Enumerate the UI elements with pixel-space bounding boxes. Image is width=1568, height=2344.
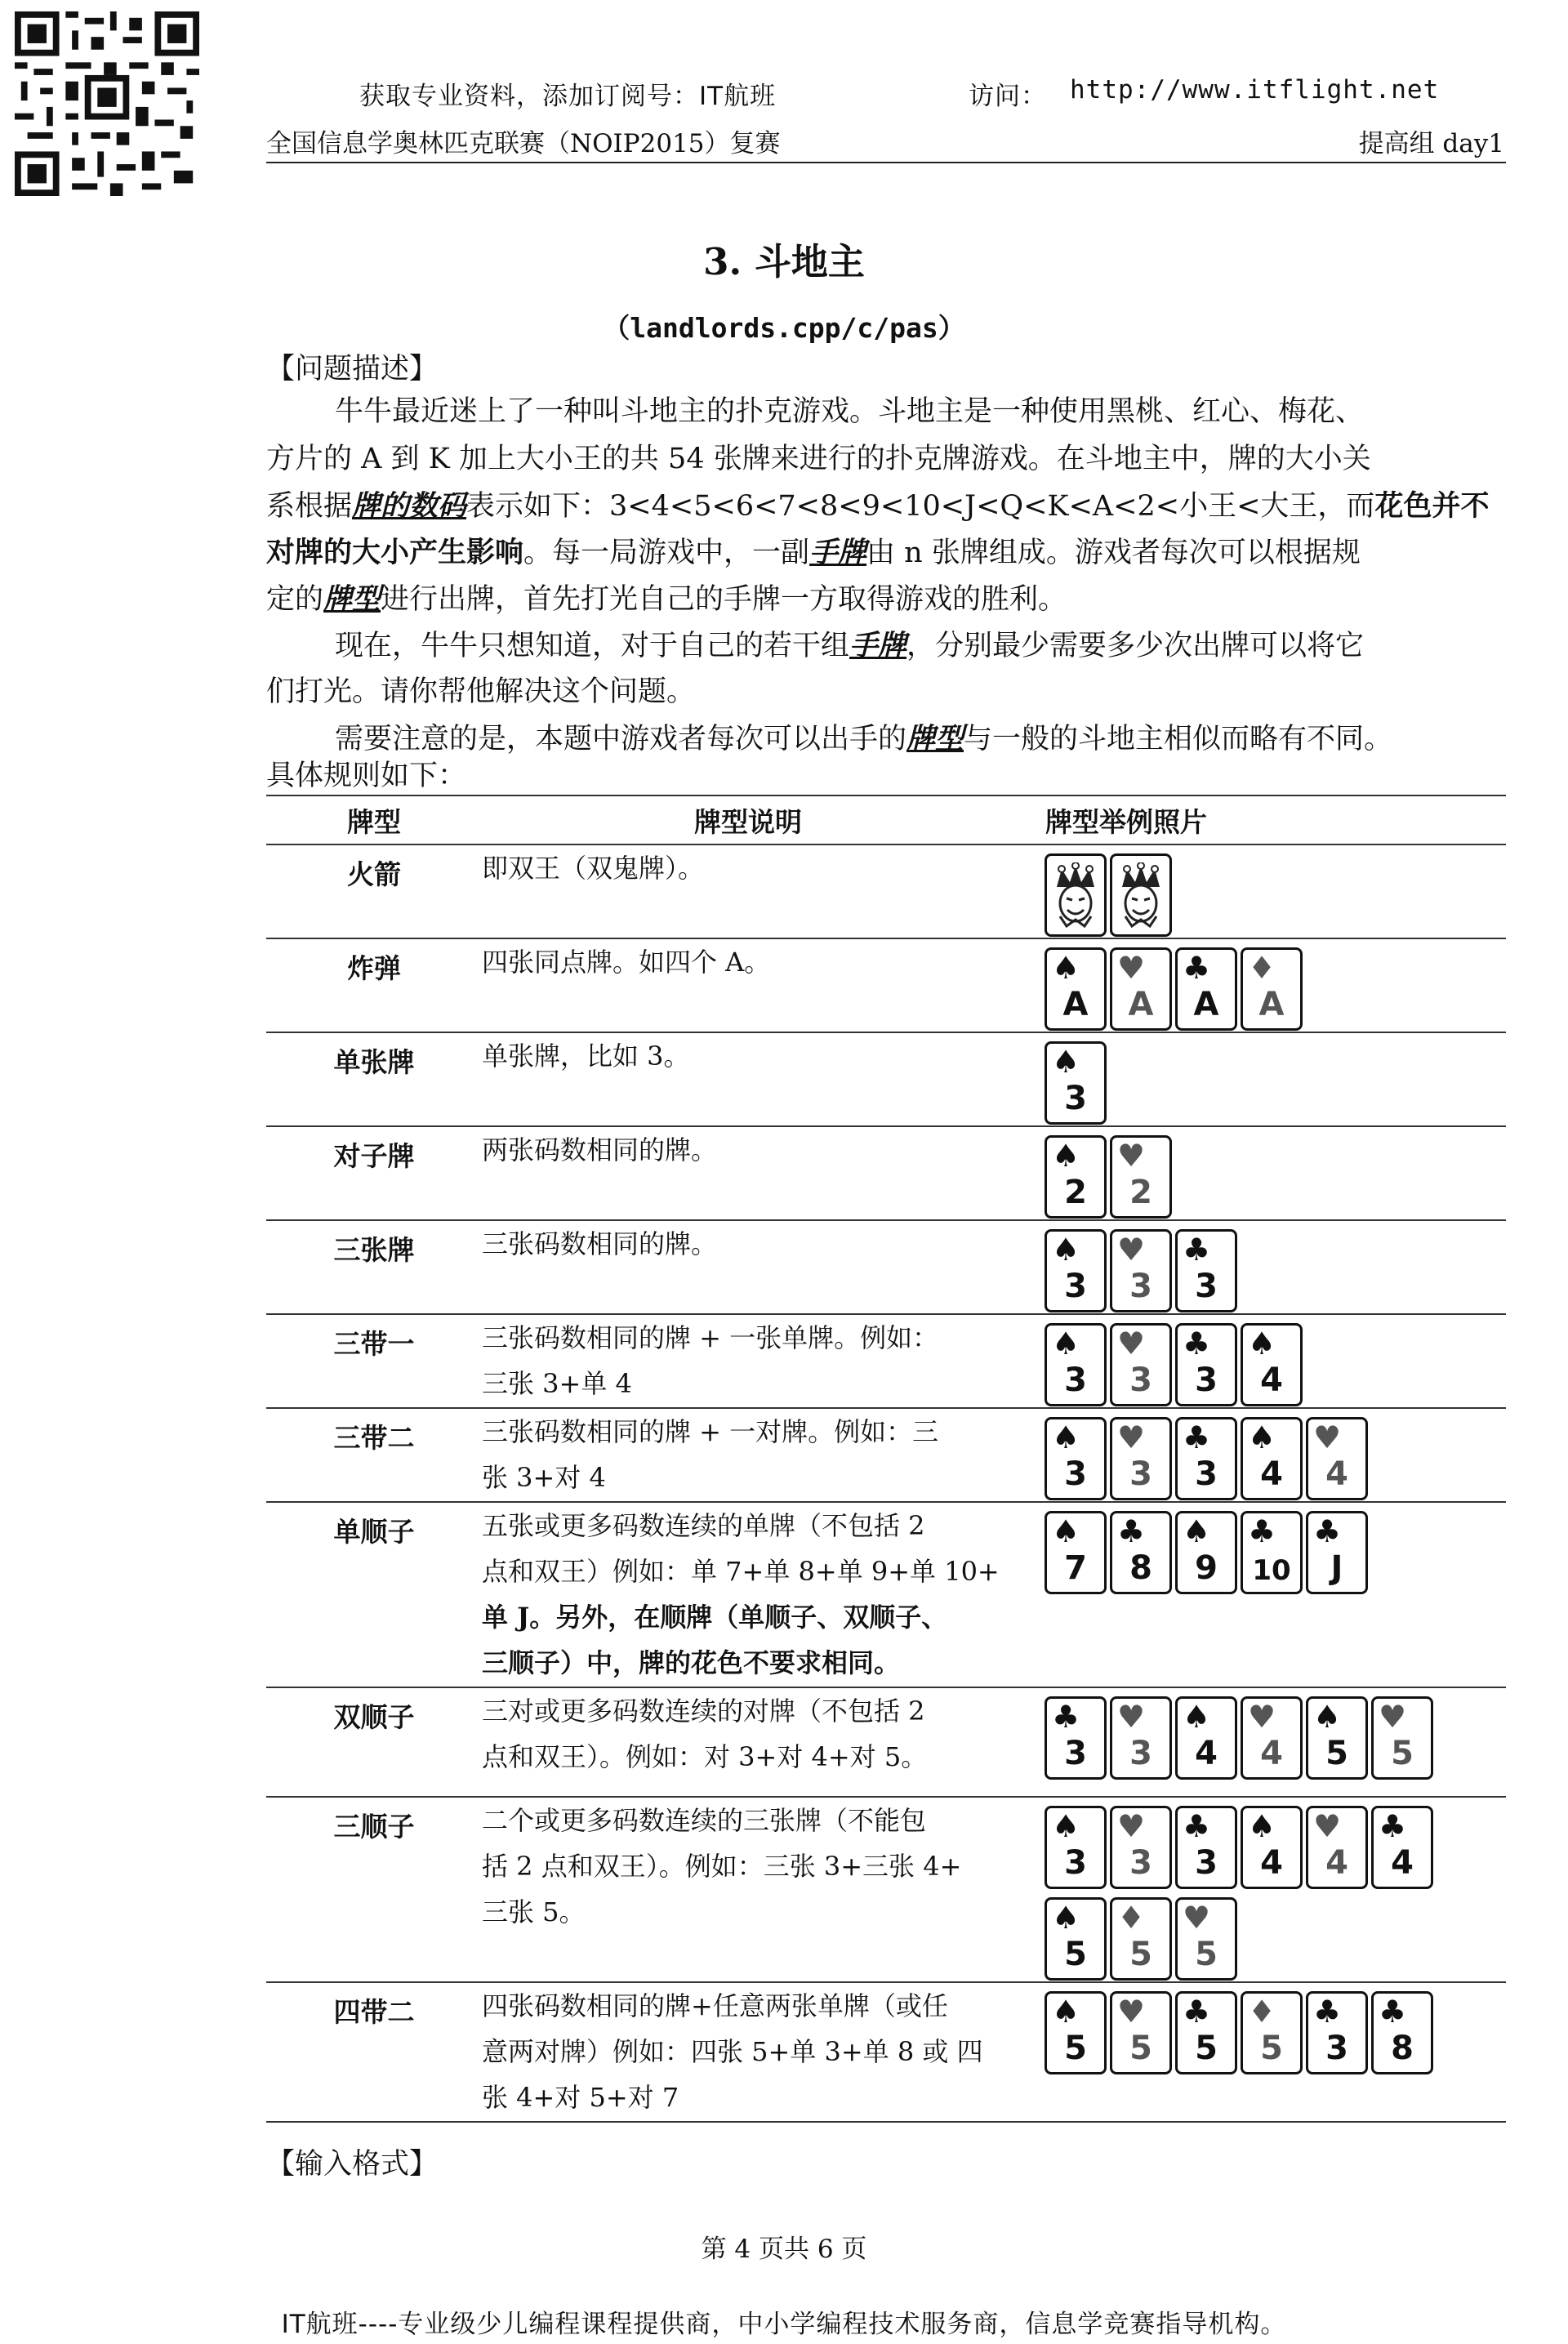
card-suit-icon: ♣ (1379, 1808, 1407, 1844)
card-suit-icon: ♥ (1117, 950, 1146, 986)
card-type-name: 三顺子 (333, 1811, 415, 1843)
card-suit-icon: ♠ (1248, 1419, 1276, 1455)
card-suit-icon: ♣ (1248, 1513, 1276, 1549)
card-rank: 3 (1064, 1080, 1087, 1117)
paragraph-line: 系根据牌的数码表示如下：3<4<5<6<7<8<9<10<J<Q<K<A<2<小王<大王，而花色并不 (266, 489, 1490, 523)
playing-card (1371, 1696, 1433, 1780)
card-example-images (1045, 1797, 1506, 1982)
card-suit-icon: ♥ (1117, 1326, 1146, 1361)
column-header-example: 牌型举例照片 (1045, 805, 1207, 838)
problem-title: 3. 斗地主 (703, 240, 865, 283)
playing-card (1045, 1806, 1107, 1889)
card-type-name: 火箭 (347, 858, 401, 890)
description-line: 单 J。另外，在顺牌（单顺子、双顺子、 (482, 1602, 948, 1633)
playing-card (1110, 947, 1172, 1031)
card-rank: 3 (1064, 1268, 1087, 1305)
paragraph-line: 对牌的大小产生影响。每一局游戏中，一副手牌由 n 张牌组成。游戏者每次可以根据规 (266, 536, 1361, 569)
playing-card (1045, 947, 1107, 1031)
card-suit-icon: ♣ (1183, 1326, 1211, 1361)
card-type-description (482, 1032, 1045, 1126)
card-suit-icon: ♥ (1117, 1138, 1146, 1174)
card-suit-icon: ♠ (1052, 1808, 1080, 1844)
column-header-type: 牌型 (347, 805, 401, 838)
playing-card (1306, 1417, 1368, 1500)
card-suit-icon: ♦ (1117, 1900, 1146, 1936)
card-rank: 4 (1325, 1455, 1348, 1493)
card-type-name: 双顺子 (333, 1701, 415, 1733)
card-rank: 3 (1064, 1361, 1087, 1399)
description-line: 三顺子）中，牌的花色不要求相同。 (482, 1647, 901, 1678)
card-suit-icon: ♠ (1313, 1699, 1342, 1735)
description-line: 三张码数相同的牌。 (482, 1228, 718, 1259)
card-rank: 3 (1195, 1455, 1218, 1493)
emphasis-term: 牌型 (323, 582, 381, 616)
card-rank: 3 (1195, 1268, 1218, 1305)
paragraph-line: 们打光。请你帮他解决这个问题。 (266, 675, 696, 708)
card-rank: 5 (1325, 1735, 1348, 1772)
description-line: 三张 5。 (482, 1896, 586, 1927)
card-suit-icon: ♠ (1248, 1808, 1276, 1844)
card-type-description (482, 1220, 1045, 1314)
page-number: 第 4 页共 6 页 (701, 2235, 867, 2264)
playing-card (1175, 1323, 1237, 1406)
card-suit-icon: ♣ (1183, 950, 1211, 986)
table-row (266, 844, 1506, 938)
card-example-images (1045, 1502, 1506, 1687)
table-row (266, 1126, 1506, 1220)
column-header-description: 牌型说明 (694, 805, 802, 838)
card-rank: 3 (1064, 1844, 1087, 1882)
emphasis-term: 手牌 (849, 629, 907, 662)
card-rank: A (1258, 986, 1285, 1023)
playing-card (1045, 1511, 1107, 1594)
card-type-name: 三张牌 (333, 1234, 415, 1266)
table-row (266, 1797, 1506, 1982)
card-rank: 10 (1252, 1554, 1291, 1587)
card-rank: 5 (1391, 1735, 1414, 1772)
playing-card (1371, 1806, 1433, 1889)
playing-card (1045, 1229, 1107, 1312)
description-line: 三对或更多码数连续的对牌（不包括 2 (482, 1696, 925, 1727)
playing-card (1045, 1991, 1107, 2074)
card-type-name: 炸弹 (347, 952, 401, 984)
card-type-description (482, 1797, 1045, 1982)
description-line: 即双王（双鬼牌）。 (482, 853, 705, 884)
card-rank: 3 (1325, 2030, 1348, 2067)
card-suit-icon: ♣ (1313, 1513, 1342, 1549)
card-rank: 4 (1195, 1735, 1218, 1772)
playing-card (1045, 1696, 1107, 1780)
table-row (266, 1982, 1506, 2122)
card-example-images (1045, 1220, 1506, 1314)
description-line: 两张码数相同的牌。 (482, 1134, 718, 1165)
description-line: 四张码数相同的牌+任意两张单牌（或任 (482, 1990, 948, 2021)
card-rank: A (1193, 986, 1219, 1023)
card-example-images (1045, 1408, 1506, 1502)
joker-card-icon (1045, 853, 1107, 937)
card-rank: 3 (1129, 1268, 1152, 1305)
card-rank: 7 (1064, 1549, 1087, 1587)
description-line: 三张码数相同的牌 + 一对牌。例如：三 (482, 1416, 939, 1447)
paragraph-line: 牛牛最近迷上了一种叫斗地主的扑克游戏。斗地主是一种使用黑桃、红心、梅花、 (335, 395, 1365, 428)
promo-url-link[interactable]: http://www.itflight.net (1070, 75, 1440, 105)
card-suit-icon: ♣ (1183, 1419, 1211, 1455)
playing-card (1110, 1417, 1172, 1500)
card-rank: 3 (1129, 1844, 1152, 1882)
paragraph-line: 定的牌型进行出牌，首先打光自己的手牌一方取得游戏的胜利。 (266, 582, 1067, 616)
qr-code-icon (15, 11, 199, 196)
emphasis-term: 牌的数码 (352, 489, 467, 523)
contest-name: 全国信息学奥林匹克联赛（NOIP2015）复赛 (266, 129, 781, 158)
description-line: 四张同点牌。如四个 A。 (482, 947, 771, 978)
playing-card (1306, 1696, 1368, 1780)
card-suit-icon: ♥ (1117, 1419, 1146, 1455)
card-rank: 3 (1129, 1455, 1152, 1493)
card-rank: 4 (1325, 1844, 1348, 1882)
description-line: 二个或更多码数连续的三张牌（不能包 (482, 1805, 927, 1836)
paragraph-line: 需要注意的是，本题中游戏者每次可以出手的牌型与一般的斗地主相似而略有不同。 (335, 722, 1393, 755)
card-suit-icon: ♥ (1117, 1699, 1146, 1735)
card-type-name: 三带一 (333, 1328, 415, 1360)
table-header-row (266, 795, 1506, 844)
playing-card (1306, 1511, 1368, 1594)
card-rank: 8 (1391, 2030, 1414, 2067)
playing-card (1045, 1417, 1107, 1500)
card-suit-icon: ♠ (1052, 1419, 1080, 1455)
table-row (266, 1220, 1506, 1314)
card-type-description (482, 844, 1045, 938)
card-rank: 3 (1195, 1361, 1218, 1399)
playing-card (1175, 1696, 1237, 1780)
playing-card (1306, 1991, 1368, 2074)
header-divider (266, 162, 1506, 163)
card-suit-icon: ♥ (1117, 1232, 1146, 1268)
card-type-description (482, 938, 1045, 1032)
description-line: 点和双王）例如：单 7+单 8+单 9+单 10+ (482, 1556, 1000, 1587)
card-suit-icon: ♠ (1183, 1699, 1211, 1735)
card-rank: 3 (1129, 1361, 1152, 1399)
playing-card (1175, 1991, 1237, 2074)
card-suit-icon: ♣ (1183, 1808, 1211, 1844)
card-type-description (482, 1408, 1045, 1502)
card-type-description (482, 1687, 1045, 1797)
description-line: 张 3+对 4 (482, 1462, 606, 1493)
description-line: 三张码数相同的牌 + 一张单牌。例如： (482, 1322, 939, 1353)
playing-card (1045, 1041, 1107, 1125)
playing-card (1045, 1897, 1107, 1981)
card-type-name: 单顺子 (333, 1516, 415, 1548)
card-suit-icon: ♠ (1052, 1900, 1080, 1936)
card-suit-icon: ♣ (1183, 1994, 1211, 2030)
card-rank: A (1128, 986, 1154, 1023)
playing-card (1110, 1511, 1172, 1594)
card-rank: 5 (1195, 2030, 1218, 2067)
card-suit-icon: ♠ (1052, 950, 1080, 986)
card-rank: 4 (1260, 1735, 1283, 1772)
playing-card (1241, 1511, 1303, 1594)
card-suit-icon: ♠ (1052, 1138, 1080, 1174)
card-example-images (1045, 1687, 1506, 1797)
card-suit-icon: ♥ (1117, 1808, 1146, 1844)
paragraph-line: 具体规则如下： (266, 760, 467, 792)
card-rank: 3 (1195, 1844, 1218, 1882)
card-suit-icon: ♠ (1052, 1994, 1080, 2030)
card-type-name: 三带二 (333, 1422, 415, 1454)
card-type-description (482, 1982, 1045, 2122)
card-suit-icon: ♣ (1052, 1699, 1080, 1735)
card-type-name: 单张牌 (333, 1046, 415, 1078)
footer-promo-text: IT航班----专业级少儿编程课程提供商，中小学编程技术服务商，信息学竞赛指导机构。 (281, 2310, 1287, 2339)
description-line: 点和双王）。例如：对 3+对 4+对 5。 (482, 1741, 928, 1772)
card-example-images (1045, 1032, 1506, 1126)
card-rank: 9 (1195, 1549, 1218, 1587)
card-type-name: 对子牌 (333, 1140, 415, 1172)
playing-card (1110, 1897, 1172, 1981)
card-suit-icon: ♦ (1248, 1994, 1276, 2030)
card-rank: 5 (1064, 2030, 1087, 2067)
strong-text: 对牌的大小产生影响 (266, 536, 524, 569)
promo-subscribe-text: 获取专业资料，添加订阅号：IT航班 (359, 82, 777, 111)
joker-card-icon (1110, 853, 1172, 937)
card-suit-icon: ♣ (1117, 1513, 1146, 1549)
playing-card (1110, 1806, 1172, 1889)
card-suit-icon: ♠ (1052, 1513, 1080, 1549)
paragraph-line: 现在，牛牛只想知道，对于自己的若干组手牌，分别最少需要多少次出牌可以将它 (335, 629, 1365, 662)
description-line: 括 2 点和双王）。例如：三张 3+三张 4+ (482, 1851, 962, 1882)
card-type-name: 四带二 (333, 1996, 415, 2028)
card-example-images (1045, 1126, 1506, 1220)
card-rank: A (1062, 986, 1089, 1023)
card-type-table (266, 795, 1506, 2123)
table-row (266, 1032, 1506, 1126)
card-example-images (1045, 1982, 1506, 2122)
description-line: 意两对牌）例如：四张 5+单 3+单 8 或 四 (482, 2036, 983, 2067)
playing-card (1371, 1991, 1433, 2074)
card-suit-icon: ♠ (1052, 1044, 1080, 1080)
card-suit-icon: ♣ (1313, 1994, 1342, 2030)
emphasis-term: 手牌 (809, 536, 867, 569)
card-type-description (482, 1502, 1045, 1687)
playing-card (1110, 1135, 1172, 1219)
card-rank: 2 (1129, 1174, 1152, 1211)
table-row (266, 938, 1506, 1032)
card-example-images (1045, 938, 1506, 1032)
playing-card (1241, 1696, 1303, 1780)
card-suit-icon: ♠ (1183, 1513, 1211, 1549)
card-rank: 5 (1260, 2030, 1283, 2067)
card-suit-icon: ♦ (1248, 950, 1276, 986)
playing-card (1110, 1323, 1172, 1406)
playing-card (1045, 1323, 1107, 1406)
description-line: 单张牌，比如 3。 (482, 1041, 690, 1072)
card-suit-icon: ♥ (1379, 1699, 1407, 1735)
playing-card (1175, 947, 1237, 1031)
playing-card (1110, 1696, 1172, 1780)
section-heading-description: 【问题描述】 (266, 353, 439, 385)
playing-card (1110, 1991, 1172, 2074)
card-suit-icon: ♥ (1313, 1808, 1342, 1844)
card-rank: 4 (1260, 1361, 1283, 1399)
card-rank: J (1330, 1549, 1343, 1587)
playing-card (1241, 1806, 1303, 1889)
problem-file-names: （landlords.cpp/c/pas） (603, 312, 965, 344)
playing-card (1241, 947, 1303, 1031)
card-type-description (482, 1314, 1045, 1408)
jester-face-icon (1050, 862, 1101, 929)
card-rank: 2 (1064, 1174, 1087, 1211)
card-suit-icon: ♣ (1379, 1994, 1407, 2030)
strong-text: 花色并不 (1374, 489, 1490, 523)
card-rank: 5 (1064, 1936, 1087, 1973)
card-example-images (1045, 844, 1506, 938)
card-suit-icon: ♥ (1183, 1900, 1211, 1936)
playing-card (1175, 1511, 1237, 1594)
card-rank: 4 (1260, 1844, 1283, 1882)
card-rank: 4 (1391, 1844, 1414, 1882)
card-rank: 3 (1129, 1735, 1152, 1772)
playing-card (1110, 1229, 1172, 1312)
card-suit-icon: ♠ (1052, 1326, 1080, 1361)
playing-card (1306, 1806, 1368, 1889)
table-row (266, 1502, 1506, 1687)
card-suit-icon: ♥ (1313, 1419, 1342, 1455)
table-row (266, 1687, 1506, 1797)
card-type-description (482, 1126, 1045, 1220)
card-rank: 5 (1195, 1936, 1218, 1973)
contest-group: 提高组 day1 (1358, 129, 1504, 158)
emphasis-term: 牌型 (906, 722, 964, 755)
playing-card (1175, 1417, 1237, 1500)
playing-card (1241, 1323, 1303, 1406)
playing-card (1175, 1229, 1237, 1312)
playing-card (1241, 1991, 1303, 2074)
card-rank: 3 (1064, 1455, 1087, 1493)
card-suit-icon: ♠ (1248, 1326, 1276, 1361)
playing-card (1175, 1806, 1237, 1889)
card-rank: 4 (1260, 1455, 1283, 1493)
card-rank: 3 (1064, 1735, 1087, 1772)
card-suit-icon: ♥ (1117, 1994, 1146, 2030)
description-line: 张 4+对 5+对 7 (482, 2082, 679, 2113)
table-row (266, 1314, 1506, 1408)
description-line: 五张或更多码数连续的单牌（不包括 2 (482, 1510, 925, 1541)
promo-visit-label: 访问： (969, 82, 1047, 111)
table-row (266, 1408, 1506, 1502)
section-heading-input: 【输入格式】 (266, 2148, 439, 2181)
playing-card (1241, 1417, 1303, 1500)
jester-face-icon (1116, 862, 1166, 929)
description-line: 三张 3+单 4 (482, 1368, 632, 1399)
card-example-images (1045, 1314, 1506, 1408)
card-suit-icon: ♠ (1052, 1232, 1080, 1268)
card-suit-icon: ♥ (1248, 1699, 1276, 1735)
card-rank: 5 (1129, 2030, 1152, 2067)
playing-card (1175, 1897, 1237, 1981)
card-rank: 5 (1129, 1936, 1152, 1973)
card-rank: 8 (1129, 1549, 1152, 1587)
paragraph-line: 方片的 A 到 K 加上大小王的共 54 张牌来进行的扑克牌游戏。在斗地主中，牌的大小关 (266, 443, 1371, 475)
card-suit-icon: ♣ (1183, 1232, 1211, 1268)
playing-card (1045, 1135, 1107, 1219)
